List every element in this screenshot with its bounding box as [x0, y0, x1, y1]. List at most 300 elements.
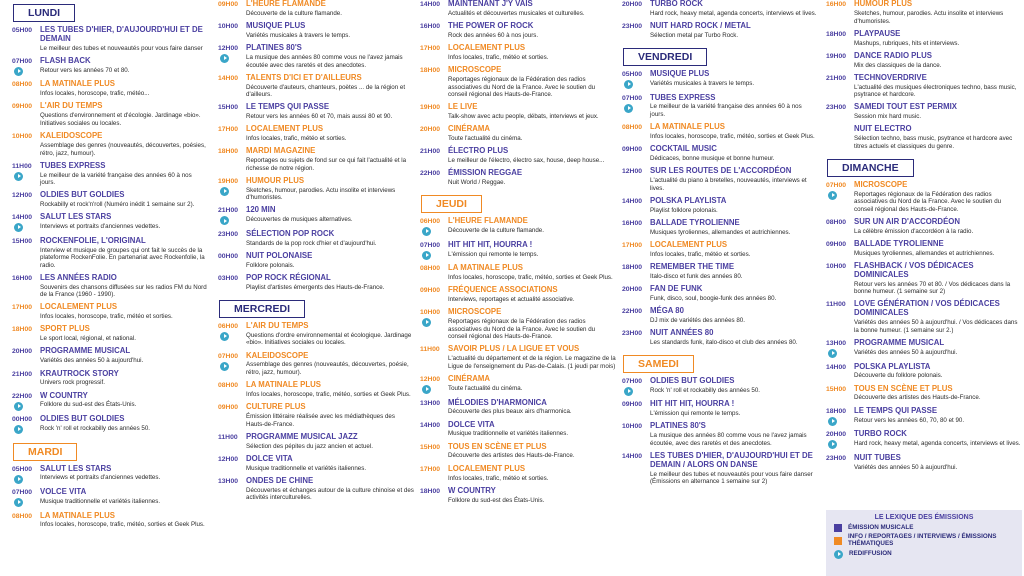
- program-time-label: 14H00: [218, 74, 239, 82]
- program-time: [622, 94, 650, 119]
- program-title: SÉLECTION POP ROCK: [246, 228, 335, 238]
- program-details: [650, 452, 818, 486]
- program-description: Sketches, humour, parodies. Actu insolite et interviews d'humoristes.: [854, 9, 1004, 25]
- program-entry: [218, 352, 414, 377]
- program-details: [650, 307, 818, 325]
- program-time: [420, 308, 448, 341]
- program-details: [448, 241, 616, 260]
- replay-icon: [624, 104, 633, 113]
- program-time-label: 22H00: [622, 307, 643, 315]
- program-time: [12, 512, 40, 530]
- program-description: Retour vers les années 60, 70, 80 et 90.: [854, 416, 965, 424]
- program-entry: [826, 300, 1022, 334]
- program-entry: [826, 74, 1022, 99]
- program-time-label: 18H00: [420, 487, 441, 495]
- program-time: [218, 322, 246, 347]
- program-time-label: 07H00: [218, 352, 239, 360]
- program-description: Le sport local, régional, et national.: [40, 335, 136, 343]
- program-details: [246, 252, 414, 270]
- program-title: NUIT ANNÉES 80: [650, 327, 714, 337]
- program-time: [12, 488, 40, 507]
- program-description: Sélection des pépites du jazz ancien et actuel.: [246, 442, 373, 450]
- program-details: [650, 241, 818, 259]
- program-description: Infos locales, trafic, météo et sorties.: [448, 53, 549, 61]
- program-entry: [622, 307, 818, 325]
- program-title: SUR UN AIR D'ACCORDÉON: [854, 216, 960, 226]
- program-time-label: 07H00: [622, 94, 643, 102]
- program-details: [40, 370, 208, 388]
- replay-icon: [422, 385, 431, 394]
- program-time: [622, 241, 650, 259]
- program-entry: [420, 487, 616, 505]
- program-entry: [218, 0, 414, 18]
- program-entry: [622, 285, 818, 303]
- program-details: [40, 512, 208, 530]
- program-description: Questions d'environnement et d'écologie. Jardinage «bio». Initiatives sociales ou locales.: [40, 112, 201, 127]
- program-time-label: 20H00: [622, 285, 643, 293]
- program-title: MAINTENANT J'Y VAIS: [448, 0, 533, 8]
- program-entry: [12, 26, 208, 52]
- program-time-label: 06H00: [218, 322, 239, 330]
- program-details: [448, 147, 616, 165]
- program-entry: [218, 477, 414, 502]
- legend-row-musical: [834, 524, 1014, 532]
- program-details: [650, 263, 818, 281]
- program-entry: [826, 0, 1022, 25]
- program-time: [826, 262, 854, 296]
- program-description: Découvertes de musiques alternatives.: [246, 216, 353, 224]
- schedule-column-4: [622, 0, 818, 576]
- program-entry: [622, 329, 818, 347]
- program-description: Découverte des plus beaux airs d'harmonica.: [448, 408, 572, 416]
- program-entry: [826, 385, 1022, 403]
- program-time-label: 09H00: [826, 240, 847, 248]
- program-time-label: 19H00: [218, 177, 239, 185]
- program-time-label: 18H00: [622, 263, 643, 271]
- program-entry: [622, 422, 818, 447]
- program-time-label: 08H00: [826, 218, 847, 226]
- program-time-label: 14H00: [622, 197, 643, 205]
- program-description: Musiques tyroliennes, allemandes et autrichiennes.: [854, 249, 995, 257]
- program-description: Les standards funk, italo-disco et club des années 80.: [650, 338, 798, 346]
- program-time: [12, 274, 40, 299]
- program-time-label: 07H00: [826, 181, 847, 189]
- program-description: Rock des années 60 à nos jours.: [448, 31, 539, 39]
- program-details: [40, 488, 208, 507]
- program-details: [40, 132, 208, 157]
- program-entry: [12, 488, 208, 507]
- program-details: [650, 94, 818, 119]
- program-details: [246, 455, 414, 473]
- program-time-label: 09H00: [622, 401, 643, 409]
- program-description: Standards de la pop rock d'hier et d'aujourd'hui.: [246, 239, 377, 247]
- program-title: OLDIES BUT GOLDIES: [650, 375, 735, 385]
- program-time-label: 10H00: [218, 23, 239, 31]
- program-time: [826, 454, 854, 472]
- program-description: Musique traditionnelle et variétés italiennes.: [448, 430, 569, 438]
- program-entry: [12, 213, 208, 232]
- program-time: [826, 30, 854, 48]
- program-time-label: 12H00: [218, 455, 239, 463]
- program-time-label: 21H00: [420, 148, 441, 156]
- program-time-label: 17H00: [622, 241, 643, 249]
- program-time: [218, 403, 246, 428]
- program-description: Infos locales, horoscope, trafic, météo, sorties et Geek Plus.: [650, 133, 815, 141]
- program-time-label: 20H00: [420, 126, 441, 134]
- day-header: JEUDI: [421, 195, 482, 213]
- program-title: MARDI MAGAZINE: [246, 146, 316, 156]
- program-time-label: 23H00: [218, 230, 239, 238]
- program-details: [448, 421, 616, 439]
- program-time-label: 23H00: [622, 23, 643, 31]
- program-title: 120 MIN: [246, 205, 276, 215]
- program-details: [650, 22, 818, 40]
- program-title: LOVE GÉNÉRATION / VOS DÉDICACES DOMINICALES: [854, 299, 1000, 318]
- program-time-label: 22H00: [420, 170, 441, 178]
- program-description: DJ mix de variétés des années 80.: [650, 316, 745, 324]
- program-time: [12, 57, 40, 76]
- program-title: L'HEURE FLAMANDE: [246, 0, 326, 8]
- replay-icon: [422, 318, 431, 327]
- program-entry: [622, 123, 818, 141]
- program-time: [826, 300, 854, 334]
- program-title: L'HEURE FLAMANDE: [448, 216, 528, 226]
- program-time: [12, 392, 40, 411]
- program-entry: [420, 375, 616, 394]
- program-title: LOCALEMENT PLUS: [246, 124, 324, 134]
- program-details: [650, 285, 818, 303]
- program-time-label: 09H00: [420, 287, 441, 295]
- legend-box: [826, 510, 1022, 576]
- program-time: [420, 66, 448, 99]
- program-details: [448, 443, 616, 461]
- program-details: [40, 57, 208, 76]
- program-entry: [218, 206, 414, 225]
- program-time: [420, 421, 448, 439]
- program-details: [854, 430, 1022, 449]
- program-time-label: 09H00: [218, 1, 239, 8]
- program-entry: [12, 512, 208, 530]
- replay-icon: [422, 251, 431, 260]
- program-time-label: 08H00: [420, 265, 441, 273]
- program-entry: [826, 407, 1022, 426]
- program-details: [40, 465, 208, 484]
- program-title: LA MATINALE PLUS: [246, 380, 321, 390]
- legend-row-info: [834, 534, 1014, 548]
- program-details: [650, 0, 818, 18]
- program-time-label: 20H00: [12, 348, 33, 356]
- program-title: L'AIR DU TEMPS: [246, 320, 309, 330]
- program-time: [218, 103, 246, 121]
- program-details: [246, 177, 414, 202]
- program-title: REMEMBER THE TIME: [650, 261, 735, 271]
- program-time-label: 08H00: [12, 512, 33, 520]
- program-time-label: 16H00: [420, 23, 441, 31]
- program-time: [622, 263, 650, 281]
- program-entry: [622, 145, 818, 163]
- program-entry: [218, 74, 414, 99]
- program-details: [246, 125, 414, 143]
- program-title: LOCALEMENT PLUS: [650, 239, 728, 249]
- program-title: SPORT PLUS: [40, 324, 90, 334]
- program-description: Folklore polonais.: [246, 261, 295, 269]
- program-entry: [826, 454, 1022, 472]
- program-entry: [420, 241, 616, 260]
- program-title: HIT HIT HIT, HOURRA !: [650, 399, 735, 409]
- program-time-label: 21H00: [826, 74, 847, 82]
- legend-row-replay: [834, 550, 1014, 559]
- program-time: [826, 0, 854, 25]
- program-time: [826, 339, 854, 358]
- program-description: Interview et musique de groupes qui ont fait le succès de la plateforme RockenFolie. En partenariat avec Rockenfolie, la radio.: [40, 246, 205, 269]
- day-header: LUNDI: [13, 4, 75, 22]
- program-title: W COUNTRY: [40, 390, 88, 400]
- program-entry: [218, 433, 414, 451]
- program-time: [12, 26, 40, 52]
- program-time: [826, 240, 854, 258]
- program-title: MÉGA 80: [650, 305, 684, 315]
- program-entry: [420, 264, 616, 282]
- program-details: [40, 347, 208, 365]
- program-details: [854, 339, 1022, 358]
- program-description: Infos locales, horoscope, trafic, météo, sorties et Geek Plus.: [40, 521, 205, 529]
- program-description: Playlist d'artistes émergents des Hauts-de-France.: [246, 283, 385, 291]
- program-description: Univers rock progressif.: [40, 379, 105, 387]
- program-description: Reportages ou sujets de fond sur ce qui fait l'actualité et la richesse de notre région.: [246, 157, 407, 172]
- program-entry: [622, 452, 818, 486]
- program-entry: [826, 125, 1022, 150]
- program-details: [448, 169, 616, 187]
- program-time: [12, 80, 40, 98]
- program-description: L'actualité du piano à bretelles, nouveautés, interviews et lives.: [650, 177, 807, 192]
- program-description: Le meilleur de la variété française des années 60 à nos jours.: [40, 171, 192, 187]
- program-details: [854, 300, 1022, 334]
- program-description: Découverte de la culture flamande.: [246, 9, 342, 17]
- replay-icon: [14, 67, 23, 76]
- replay-icon: [422, 227, 431, 236]
- program-details: [650, 219, 818, 237]
- program-title: VOLCE VITA: [40, 487, 87, 497]
- schedule-column-3: [420, 0, 616, 576]
- program-title: TURBO ROCK: [650, 0, 703, 8]
- program-entry: [420, 103, 616, 121]
- program-details: [854, 0, 1022, 25]
- program-description: Retour vers les années 70 et 80. / Vos dédicaces dans la bonne humeur. (1 semaine sur 2): [854, 280, 1011, 296]
- program-entry: [12, 392, 208, 411]
- program-time: [420, 264, 448, 282]
- program-details: [448, 345, 616, 370]
- program-time-label: 11H00: [826, 301, 846, 309]
- program-title: ÉMISSION REGGAE: [448, 168, 523, 178]
- program-details: [854, 181, 1022, 214]
- program-time-label: 05H00: [12, 465, 33, 473]
- program-description: La musique des années 80 comme vous ne l'avez jamais écoutée avec des raretés et des anecdotes.: [246, 53, 403, 69]
- program-title: POLSKA PLAYLISTA: [854, 361, 931, 371]
- program-description: Retour vers les années 60 et 70, mais aussi 80 et 90.: [246, 113, 393, 121]
- legend-label-musical: ÉMISSION MUSICALE: [848, 523, 914, 531]
- program-time-label: 12H00: [12, 192, 33, 200]
- program-title: PROGRAMME MUSICAL: [854, 338, 945, 348]
- program-title: POLSKA PLAYLISTA: [650, 195, 727, 205]
- program-time-label: 05H00: [12, 27, 33, 34]
- program-title: PLATINES 80'S: [246, 43, 302, 53]
- program-description: Dédicaces, bonne musique et bonne humeur.: [650, 155, 775, 163]
- program-description: Assemblage des genres (nouveautés, découvertes, poésies, rétro, jazz, humour).: [40, 142, 206, 157]
- program-time: [420, 241, 448, 260]
- program-time-label: 12H00: [622, 168, 643, 176]
- program-details: [854, 407, 1022, 426]
- program-time-label: 17H00: [218, 126, 239, 134]
- program-entry: [12, 57, 208, 76]
- program-time: [420, 169, 448, 187]
- program-details: [650, 197, 818, 215]
- program-time-label: 03H00: [218, 274, 239, 282]
- program-description: L'émission qui remonte le temps.: [650, 410, 741, 418]
- program-details: [246, 22, 414, 40]
- program-title: LES TUBES D'HIER, D'AUJOURD'HUI ET DE DEMAIN / ALORS ON DANSE: [650, 450, 813, 469]
- program-description: Actualités et découvertes musicales et culturelles.: [448, 9, 585, 17]
- program-description: Infos locales, trafic, météo et sorties.: [246, 135, 347, 143]
- program-details: [854, 218, 1022, 236]
- program-title: MICROSCOPE: [448, 307, 502, 317]
- program-entry: [12, 80, 208, 98]
- program-time-label: 00H00: [218, 252, 239, 260]
- program-time: [826, 52, 854, 70]
- program-time: [622, 0, 650, 18]
- program-time: [12, 465, 40, 484]
- program-details: [854, 125, 1022, 150]
- program-title: LA MATINALE PLUS: [448, 263, 523, 273]
- program-description: Rock 'n' roll et rockabilly des années 50.: [650, 386, 761, 394]
- program-title: TOUS EN SCÈNE ET PLUS: [854, 383, 953, 393]
- program-title: KRAUTROCK STORY: [40, 368, 119, 378]
- program-entry: [622, 219, 818, 237]
- program-title: MUSIQUE PLUS: [246, 21, 306, 31]
- program-entry: [622, 94, 818, 119]
- program-entry: [12, 465, 208, 484]
- program-title: HIT HIT HIT, HOURRA !: [448, 239, 533, 249]
- program-time: [12, 347, 40, 365]
- program-entry: [622, 22, 818, 40]
- program-details: [854, 385, 1022, 403]
- program-time-label: 16H00: [622, 219, 643, 227]
- program-time: [218, 74, 246, 99]
- program-time: [12, 303, 40, 321]
- program-details: [854, 240, 1022, 258]
- program-title: MUSIQUE PLUS: [650, 69, 710, 79]
- program-entry: [420, 125, 616, 143]
- program-time-label: 19H00: [420, 104, 441, 112]
- program-details: [650, 400, 818, 418]
- program-title: SALUT LES STARS: [40, 463, 112, 473]
- program-time: [826, 430, 854, 449]
- program-title: MICROSCOPE: [854, 179, 908, 189]
- program-title: CINÉRAMA: [448, 124, 491, 134]
- program-time: [12, 132, 40, 157]
- program-time-label: 09H00: [12, 103, 33, 111]
- program-time: [420, 286, 448, 304]
- program-description: Retour vers les années 70 et 80.: [40, 66, 130, 74]
- program-details: [246, 230, 414, 248]
- program-entry: [826, 339, 1022, 358]
- program-details: [40, 213, 208, 232]
- program-time-label: 14H00: [622, 452, 643, 460]
- program-description: Playlist folklore polonais.: [650, 206, 718, 214]
- legend-label-replay: REDIFFUSION: [849, 549, 892, 557]
- program-time: [622, 22, 650, 40]
- day-header: MERCREDI: [219, 300, 305, 318]
- schedule-column-2: [218, 0, 414, 576]
- program-entry: [12, 303, 208, 321]
- program-details: [246, 322, 414, 347]
- program-entry: [218, 147, 414, 172]
- program-time: [622, 329, 650, 347]
- replay-icon: [14, 475, 23, 484]
- program-description: Toute l'actualité du cinéma.: [448, 384, 523, 392]
- program-title: COCKTAIL MUSIC: [650, 144, 717, 154]
- program-entry: [622, 263, 818, 281]
- program-description: Le meilleur des tubes et nouveautés pour vous faire danser: [40, 44, 203, 52]
- program-details: [448, 286, 616, 304]
- program-time: [420, 0, 448, 18]
- program-details: [246, 352, 414, 377]
- program-time-label: 18H00: [12, 326, 33, 334]
- program-title: LA MATINALE PLUS: [40, 510, 115, 520]
- program-time-label: 14H00: [420, 1, 441, 8]
- program-time-label: 20H00: [826, 431, 847, 439]
- program-time: [826, 181, 854, 214]
- program-entry: [218, 44, 414, 69]
- program-description: La célèbre émission d'accordéon à la radio.: [854, 227, 974, 235]
- program-description: L'émission qui remonte le temps.: [448, 250, 539, 258]
- replay-icon: [834, 550, 843, 559]
- program-entry: [12, 102, 208, 127]
- program-details: [246, 74, 414, 99]
- program-time-label: 08H00: [622, 124, 643, 132]
- program-description: Interviews, reportages et actualité associative.: [448, 296, 575, 304]
- program-title: SALUT LES STARS: [40, 212, 112, 222]
- program-time: [622, 400, 650, 418]
- program-entry: [12, 370, 208, 388]
- program-description: Le meilleur de la variété française des années 60 à nos jours.: [650, 103, 802, 119]
- program-time-label: 09H00: [622, 146, 643, 154]
- program-entry: [420, 66, 616, 99]
- program-time: [218, 352, 246, 377]
- program-title: L'AIR DU TEMPS: [40, 101, 103, 111]
- program-time: [622, 307, 650, 325]
- program-time-label: 15H00: [826, 385, 847, 393]
- program-description: Variétés des années 50 à aujourd'hui.: [40, 357, 144, 365]
- program-entry: [12, 325, 208, 343]
- program-description: Musiques tyroliennes, allemandes et autrichiennes.: [650, 228, 791, 236]
- program-details: [246, 381, 414, 399]
- program-title: KALEIDOSCOPE: [40, 131, 103, 141]
- program-time: [622, 219, 650, 237]
- program-entry: [218, 322, 414, 347]
- program-description: Nuit World / Reggae.: [448, 179, 506, 187]
- program-title: LOCALEMENT PLUS: [40, 302, 118, 312]
- program-description: Hard rock, heavy metal, agenda concerts, interviews et lives.: [854, 440, 1021, 447]
- program-description: Découverte de la culture flamande.: [448, 227, 544, 235]
- schedule-column-5: [826, 0, 1022, 576]
- program-title: HUMOUR PLUS: [854, 0, 913, 8]
- program-time: [218, 147, 246, 172]
- program-time: [420, 125, 448, 143]
- program-time-label: 15H00: [218, 104, 239, 112]
- program-entry: [420, 44, 616, 62]
- program-entry: [826, 181, 1022, 214]
- program-entry: [12, 274, 208, 299]
